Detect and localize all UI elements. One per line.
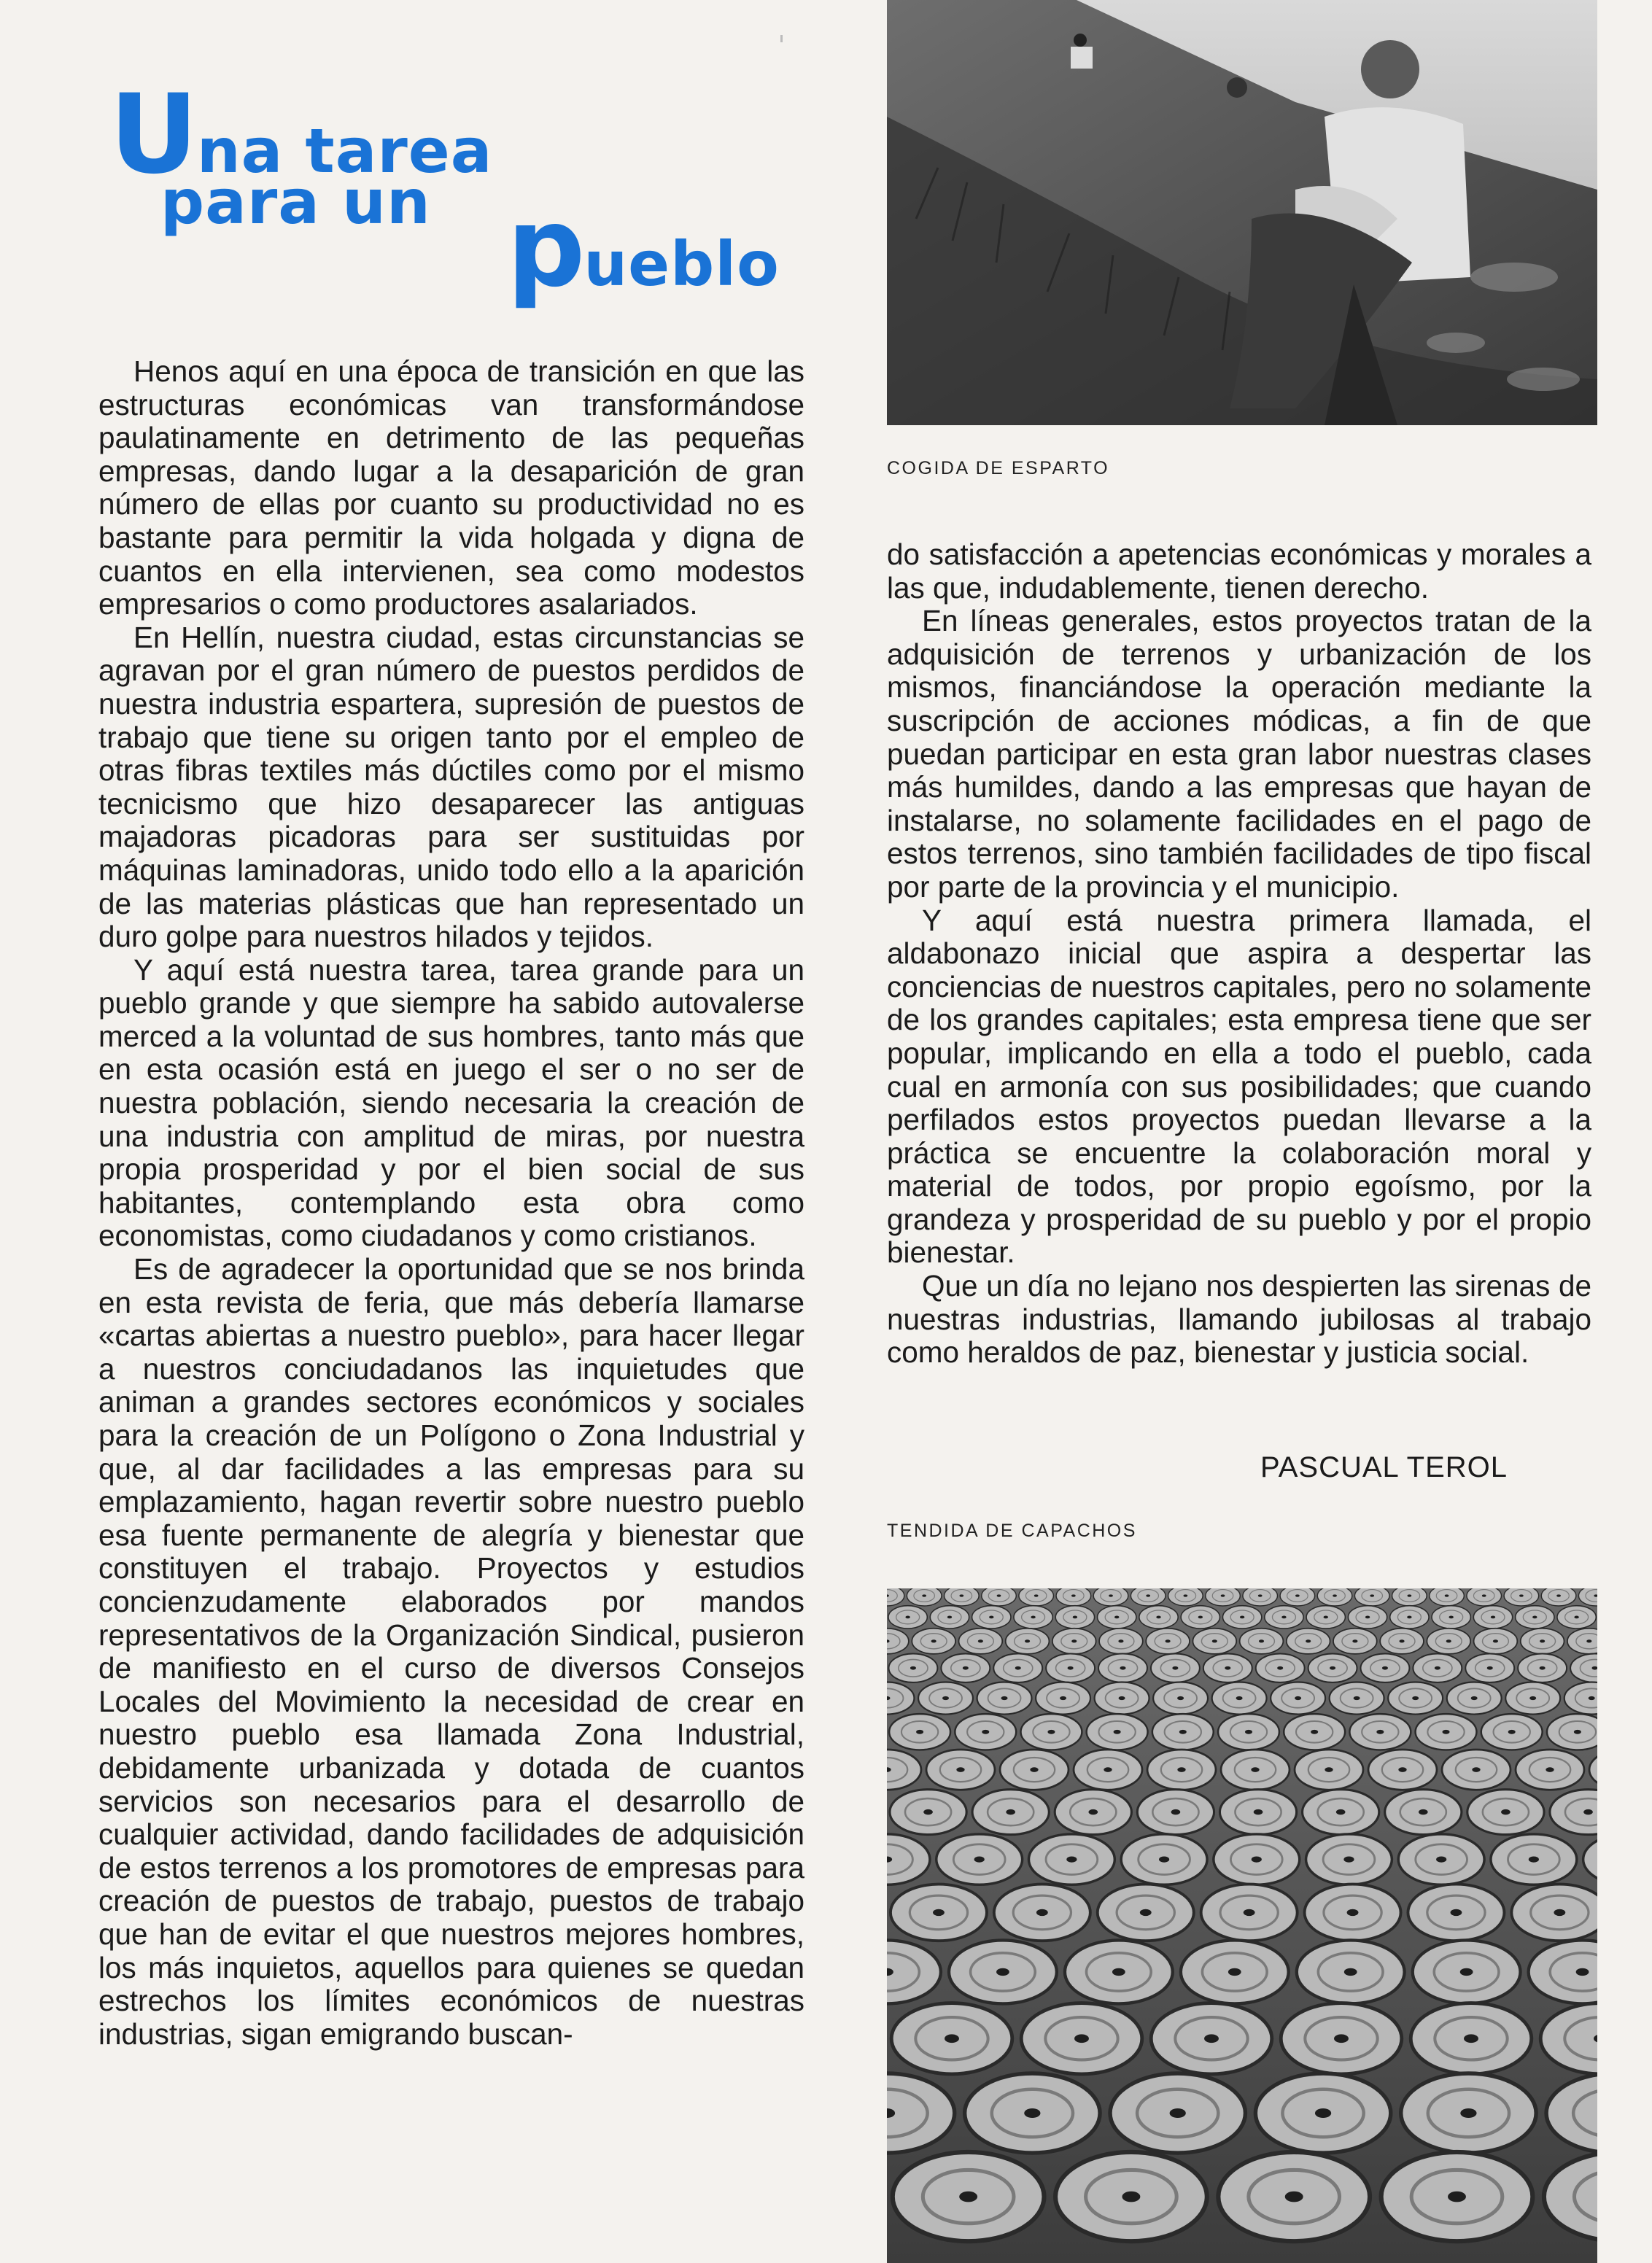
author-signature: PASCUAL TEROL: [1260, 1451, 1508, 1483]
left-text-column: [98, 355, 804, 2051]
paragraph: Es de agradecer la oportunidad que se nos brinda en esta revista de feria, que más debería llamarse «cartas abiertas a nuestro pueblo», para hacer llegar a nuestros conciudadanos las inquietudes que animan a grandes sectores económicos y sociales para la creación de un Polígono o Zona Industrial y que, al dar facilidades a las empresas para su emplazamiento, hagan revertir sobre nuestro pueblo esa fuente permanente de alegría y bienestar que constituyen el trabajo. Proyectos y estudios concienzudamente elaborados por mandos representativos de la Organización Sindical, pusieron de manifiesto en el curso de diversos Consejos Locales del Movimiento la necesidad de crear en nuestro pueblo esa llamada Zona Industrial, debidamente urbanizada y dotada de cuantos servicios son necesarios para el desarrollo de cualquier actividad, dando facilidades de adquisición de estos terrenos a los promotores de empresas para creación de puestos de trabajo, puestos de trabajo que han de evitar el que nuestros mejores hombres, los más inquietos, aquellos para quienes se quedan estrechos los límites económicos de nuestras industrias, sigan emigrando buscan-: [98, 1252, 804, 2051]
paragraph: Que un día no lejano nos despierten las sirenas de nuestras industrias, llamando jubilosas al trabajo como heraldos de paz, bienestar y justicia social.: [887, 1269, 1591, 1370]
right-text-column: [887, 538, 1591, 1370]
title-initial-u: U: [109, 71, 197, 198]
title-initial-p: p: [507, 185, 584, 311]
paragraph: En Hellín, nuestra ciudad, estas circunstancias se agravan por el gran número de puestos perdidos de nuestra industria espartera, supresión de puestos de trabajo que tiene su origen tanto por el empleo de otras fibras textiles más dúctiles como por el mismo tecnicismo que hizo desaparecer las antiguas majadoras picadoras para ser sustituidas por máquinas laminadoras, unido todo ello a la aparición de las materias plásticas que han representado un duro golpe para nuestros hilados y tejidos.: [98, 620, 804, 954]
photo-esparto-harvest-image: [887, 0, 1597, 425]
caption-photo-2: TENDIDA DE CAPACHOS: [887, 1521, 1137, 1541]
caption-photo-1: COGIDA DE ESPARTO: [887, 458, 1110, 478]
paragraph: Y aquí está nuestra tarea, tarea grande para un pueblo grande y que siempre ha sabido autovalerse merced a la voluntad de sus hombres, tanto más que en esta ocasión está en juego el ser o no ser de nuestra población, siendo necesaria la creación de una industria con amplitud de miras, por nuestra propia prosperidad y por el bien social de sus habitantes, contemplando esta obra como economistas, como ciudadanos y como cristianos.: [98, 952, 804, 1253]
photo-drying-mats-image: [887, 1588, 1597, 2263]
title-text-3: ueblo: [583, 228, 780, 300]
paragraph: Henos aquí en una época de transición en que las estructuras económicas van transformándose paulatinamente en detrimento de las pequeñas empresas, dando lugar a la desaparición de gran número de ellas por cuanto su productividad no es bastante para permitir la vida holgada y digna de cuantos en ella intervienen, sea como modestos empresarios o como productores asalariados.: [98, 354, 804, 621]
title-line-3: [507, 185, 780, 311]
title-text-1: na tarea: [196, 115, 493, 187]
print-mark: [780, 35, 783, 42]
paragraph: En líneas generales, estos proyectos tratan de la adquisición de terrenos y urbanización de los mismos, financiándose la operación mediante la suscripción de acciones módicas, a fin de que puedan participar en esta gran labor nuestras clases más humildes, dando a las empresas que hayan de instalarse, no solamente facilidades en el pago de estos terrenos, sino también facilidades de tipo fiscal por parte de la provincia y el municipio.: [887, 604, 1591, 904]
photo-drying-mats: [887, 1588, 1597, 2263]
photo-esparto-harvest: [887, 0, 1597, 425]
paragraph: do satisfacción a apetencias económicas y morales a las que, indudablemente, tienen derecho.: [887, 537, 1591, 605]
title-text-2: para un: [160, 166, 431, 238]
paragraph: Y aquí está nuestra primera llamada, el aldabonazo inicial que aspira a despertar las conciencias de nuestros capitales, pero no solamente de los grandes capitales; esta empresa tiene que ser popular, implicando en ella a todo el pueblo, cada cual en armonía con sus posibilidades; que cuando perfilados estos proyectos puedan llevarse a la práctica se encuentre la colaboración moral y material de todos, por propio egoísmo, por la grandeza y prosperidad de su pueblo y por el propio bienestar.: [887, 903, 1591, 1270]
title-line-2: [160, 166, 431, 238]
